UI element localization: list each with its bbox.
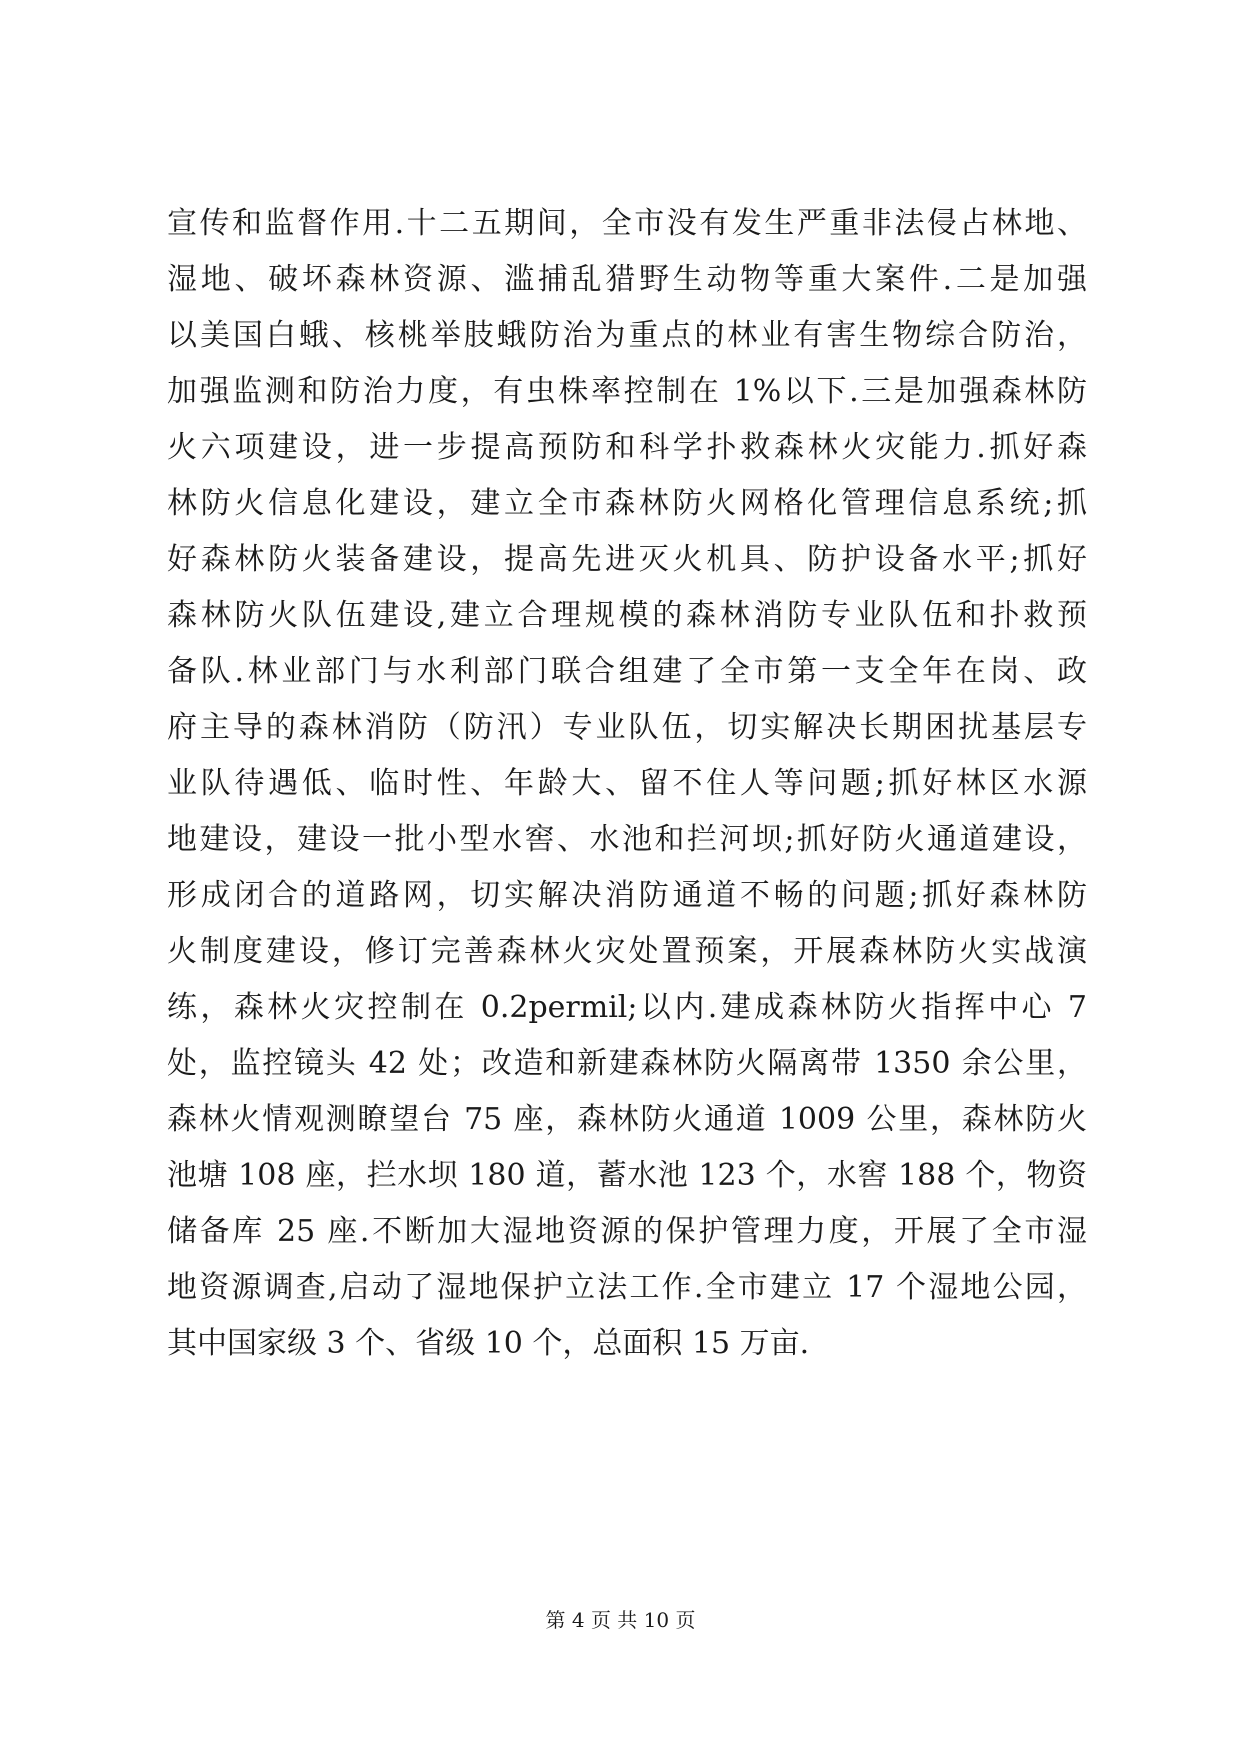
text-line: 林防火信息化建设，建立全市森林防火网格化管理信息系统;抓 xyxy=(167,486,1087,521)
text-line: 其中国家级 3 个、省级 10 个，总面积 15 万亩. xyxy=(167,1326,810,1361)
text-line: 形成闭合的道路网，切实解决消防通道不畅的问题;抓好森林防 xyxy=(167,878,1087,913)
text-line: 好森林防火装备建设，提高先进灭火机具、防护设备水平;抓好 xyxy=(167,542,1087,577)
text-line: 处，监控镜头 42 处；改造和新建森林防火隔离带 1350 余公里， xyxy=(167,1046,1087,1081)
text-line: 森林火情观测瞭望台 75 座，森林防火通道 1009 公里，森林防火 xyxy=(167,1102,1087,1137)
text-line: 池塘 108 座，拦水坝 180 道，蓄水池 123 个，水窖 188 个，物资 xyxy=(167,1158,1087,1193)
text-line: 以美国白蛾、核桃举肢蛾防治为重点的林业有害生物综合防治， xyxy=(167,318,1087,353)
page-number-label: 第 4 页 共 10 页 xyxy=(545,1608,696,1632)
text-line: 地建设，建设一批小型水窖、水池和拦河坝;抓好防火通道建设， xyxy=(167,822,1087,857)
text-line: 练，森林火灾控制在 0.2permil;以内.建成森林防火指挥中心 7 xyxy=(167,990,1087,1025)
text-line: 加强监测和防治力度，有虫株率控制在 1%以下.三是加强森林防 xyxy=(167,374,1087,409)
text-line: 森林防火队伍建设,建立合理规模的森林消防专业队伍和扑救预 xyxy=(167,598,1087,633)
text-line: 宣传和监督作用.十二五期间，全市没有发生严重非法侵占林地、 xyxy=(167,206,1087,241)
text-line: 备队.林业部门与水利部门联合组建了全市第一支全年在岗、政 xyxy=(167,654,1087,689)
text-line: 火制度建设，修订完善森林火灾处置预案，开展森林防火实战演 xyxy=(167,934,1087,969)
text-line: 业队待遇低、临时性、年龄大、留不住人等问题;抓好林区水源 xyxy=(167,766,1087,801)
text-line: 储备库 25 座.不断加大湿地资源的保护管理力度，开展了全市湿 xyxy=(167,1214,1087,1249)
text-line: 火六项建设，进一步提高预防和科学扑救森林火灾能力.抓好森 xyxy=(167,430,1087,465)
text-line: 湿地、破坏森林资源、滥捕乱猎野生动物等重大案件.二是加强 xyxy=(167,262,1087,297)
body-paragraph xyxy=(167,196,1087,1372)
page-footer xyxy=(0,1606,1241,1634)
text-line: 府主导的森林消防（防汛）专业队伍，切实解决长期困扰基层专 xyxy=(167,710,1087,745)
text-line: 地资源调查,启动了湿地保护立法工作.全市建立 17 个湿地公园， xyxy=(167,1270,1087,1305)
